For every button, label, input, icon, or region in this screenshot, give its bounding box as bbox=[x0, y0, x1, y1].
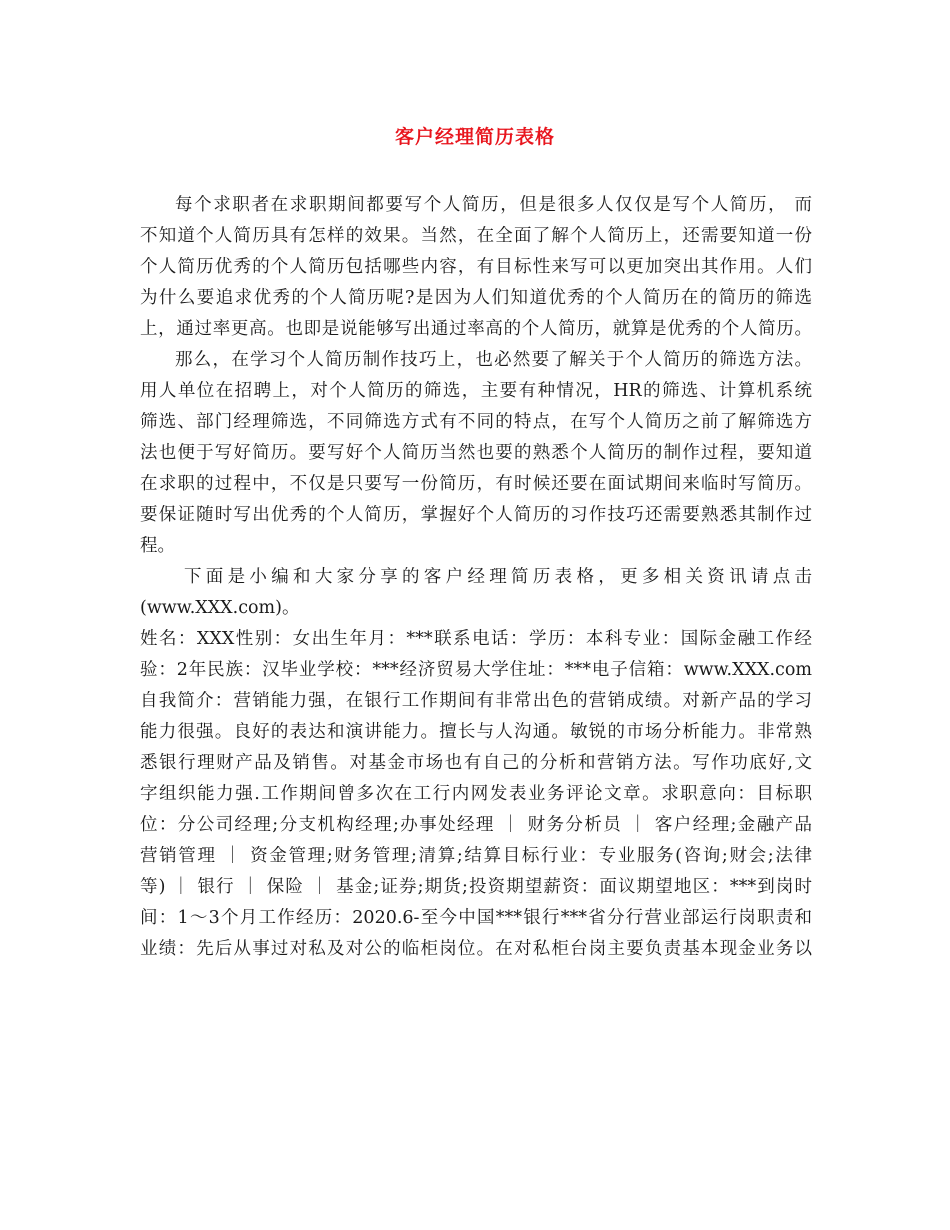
text-line: 要保证随时写出优秀的个人简历，掌握好个人简历的习作技巧还需要熟悉其制作过 bbox=[140, 505, 812, 525]
text-line: 法也便于写好简历。要写好个人简历当然也要的熟悉个人简历的制作过程，要知道 bbox=[140, 443, 812, 463]
text-line: 不知道个人简历具有怎样的效果。当然，在全面了解个人简历上，还需要知道一份 bbox=[140, 226, 812, 246]
document-body bbox=[140, 190, 812, 965]
text-line: 为什么要追求优秀的个人简历呢?是因为人们知道优秀的个人简历在的简历的筛选 bbox=[140, 288, 812, 308]
text-line: 姓名：XXX性别：女出生年月：***联系电话：学历：本科专业：国际金融工作经 bbox=[140, 629, 812, 649]
text-line: 筛选、部门经理筛选，不同筛选方式有不同的特点，在写个人简历之前了解筛选方 bbox=[140, 412, 812, 432]
document-title: 客户经理简历表格 bbox=[394, 126, 555, 148]
text-line: 那么，在学习个人简历制作技巧上，也必然要了解关于个人简历的筛选方法。 bbox=[175, 350, 812, 370]
text-line: 自我简介：营销能力强，在银行工作期间有非常出色的营销成绩。对新产品的学习 bbox=[140, 691, 812, 711]
text-line: 每个求职者在求职期间都要写个人简历，但是很多人仅仅是写个人简历， 而 bbox=[175, 195, 812, 215]
text-line: 间：1～3个月工作经历：2020.6-至今中国***银行***省分行营业部运行岗职责和 bbox=[140, 908, 812, 928]
text-line: 下面是小编和大家分享的客户经理简历表格，更多相关资讯请点击 bbox=[184, 567, 812, 587]
text-line: 上，通过率更高。也即是说能够写出通过率高的个人简历，就算是优秀的个人简历。 bbox=[140, 319, 812, 339]
text-line: 验：2年民族：汉毕业学校：***经济贸易大学住址：***电子信箱：www.XXX.com bbox=[140, 660, 812, 680]
text-line: 用人单位在招聘上，对个人简历的筛选，主要有种情况，HR的筛选、计算机系统 bbox=[140, 381, 812, 401]
text-line: 等) ｜ 银行 ｜ 保险 ｜ 基金;证券;期货;投资期望薪资：面议期望地区：***到岗时 bbox=[140, 877, 812, 897]
text-line: 位：分公司经理;分支机构经理;办事处经理 ｜ 财务分析员 ｜ 客户经理;金融产品 bbox=[140, 815, 812, 835]
text-line: 业绩：先后从事过对私及对公的临柜岗位。在对私柜台岗主要负责基本现金业务以 bbox=[140, 939, 812, 959]
text-line: 营销管理 ｜ 资金管理;财务管理;清算;结算目标行业：专业服务(咨询;财会;法律 bbox=[140, 846, 812, 866]
text-line: 程。 bbox=[140, 536, 175, 556]
text-line: 在求职的过程中，不仅是只要写一份简历，有时候还要在面试期间来临时写简历。 bbox=[140, 474, 812, 494]
text-line: 字组织能力强.工作期间曾多次在工行内网发表业务评论文章。求职意向：目标职 bbox=[140, 784, 812, 804]
text-line: 悉银行理财产品及销售。对基金市场也有自己的分析和营销方法。写作功底好,文 bbox=[140, 753, 812, 773]
text-line: 能力很强。良好的表达和演讲能力。擅长与人沟通。敏锐的市场分析能力。非常熟 bbox=[140, 722, 812, 742]
text-line: (www.XXX.com)。 bbox=[140, 598, 300, 618]
text-line: 个人简历优秀的个人简历包括哪些内容，有目标性来写可以更加突出其作用。人们 bbox=[140, 257, 812, 277]
